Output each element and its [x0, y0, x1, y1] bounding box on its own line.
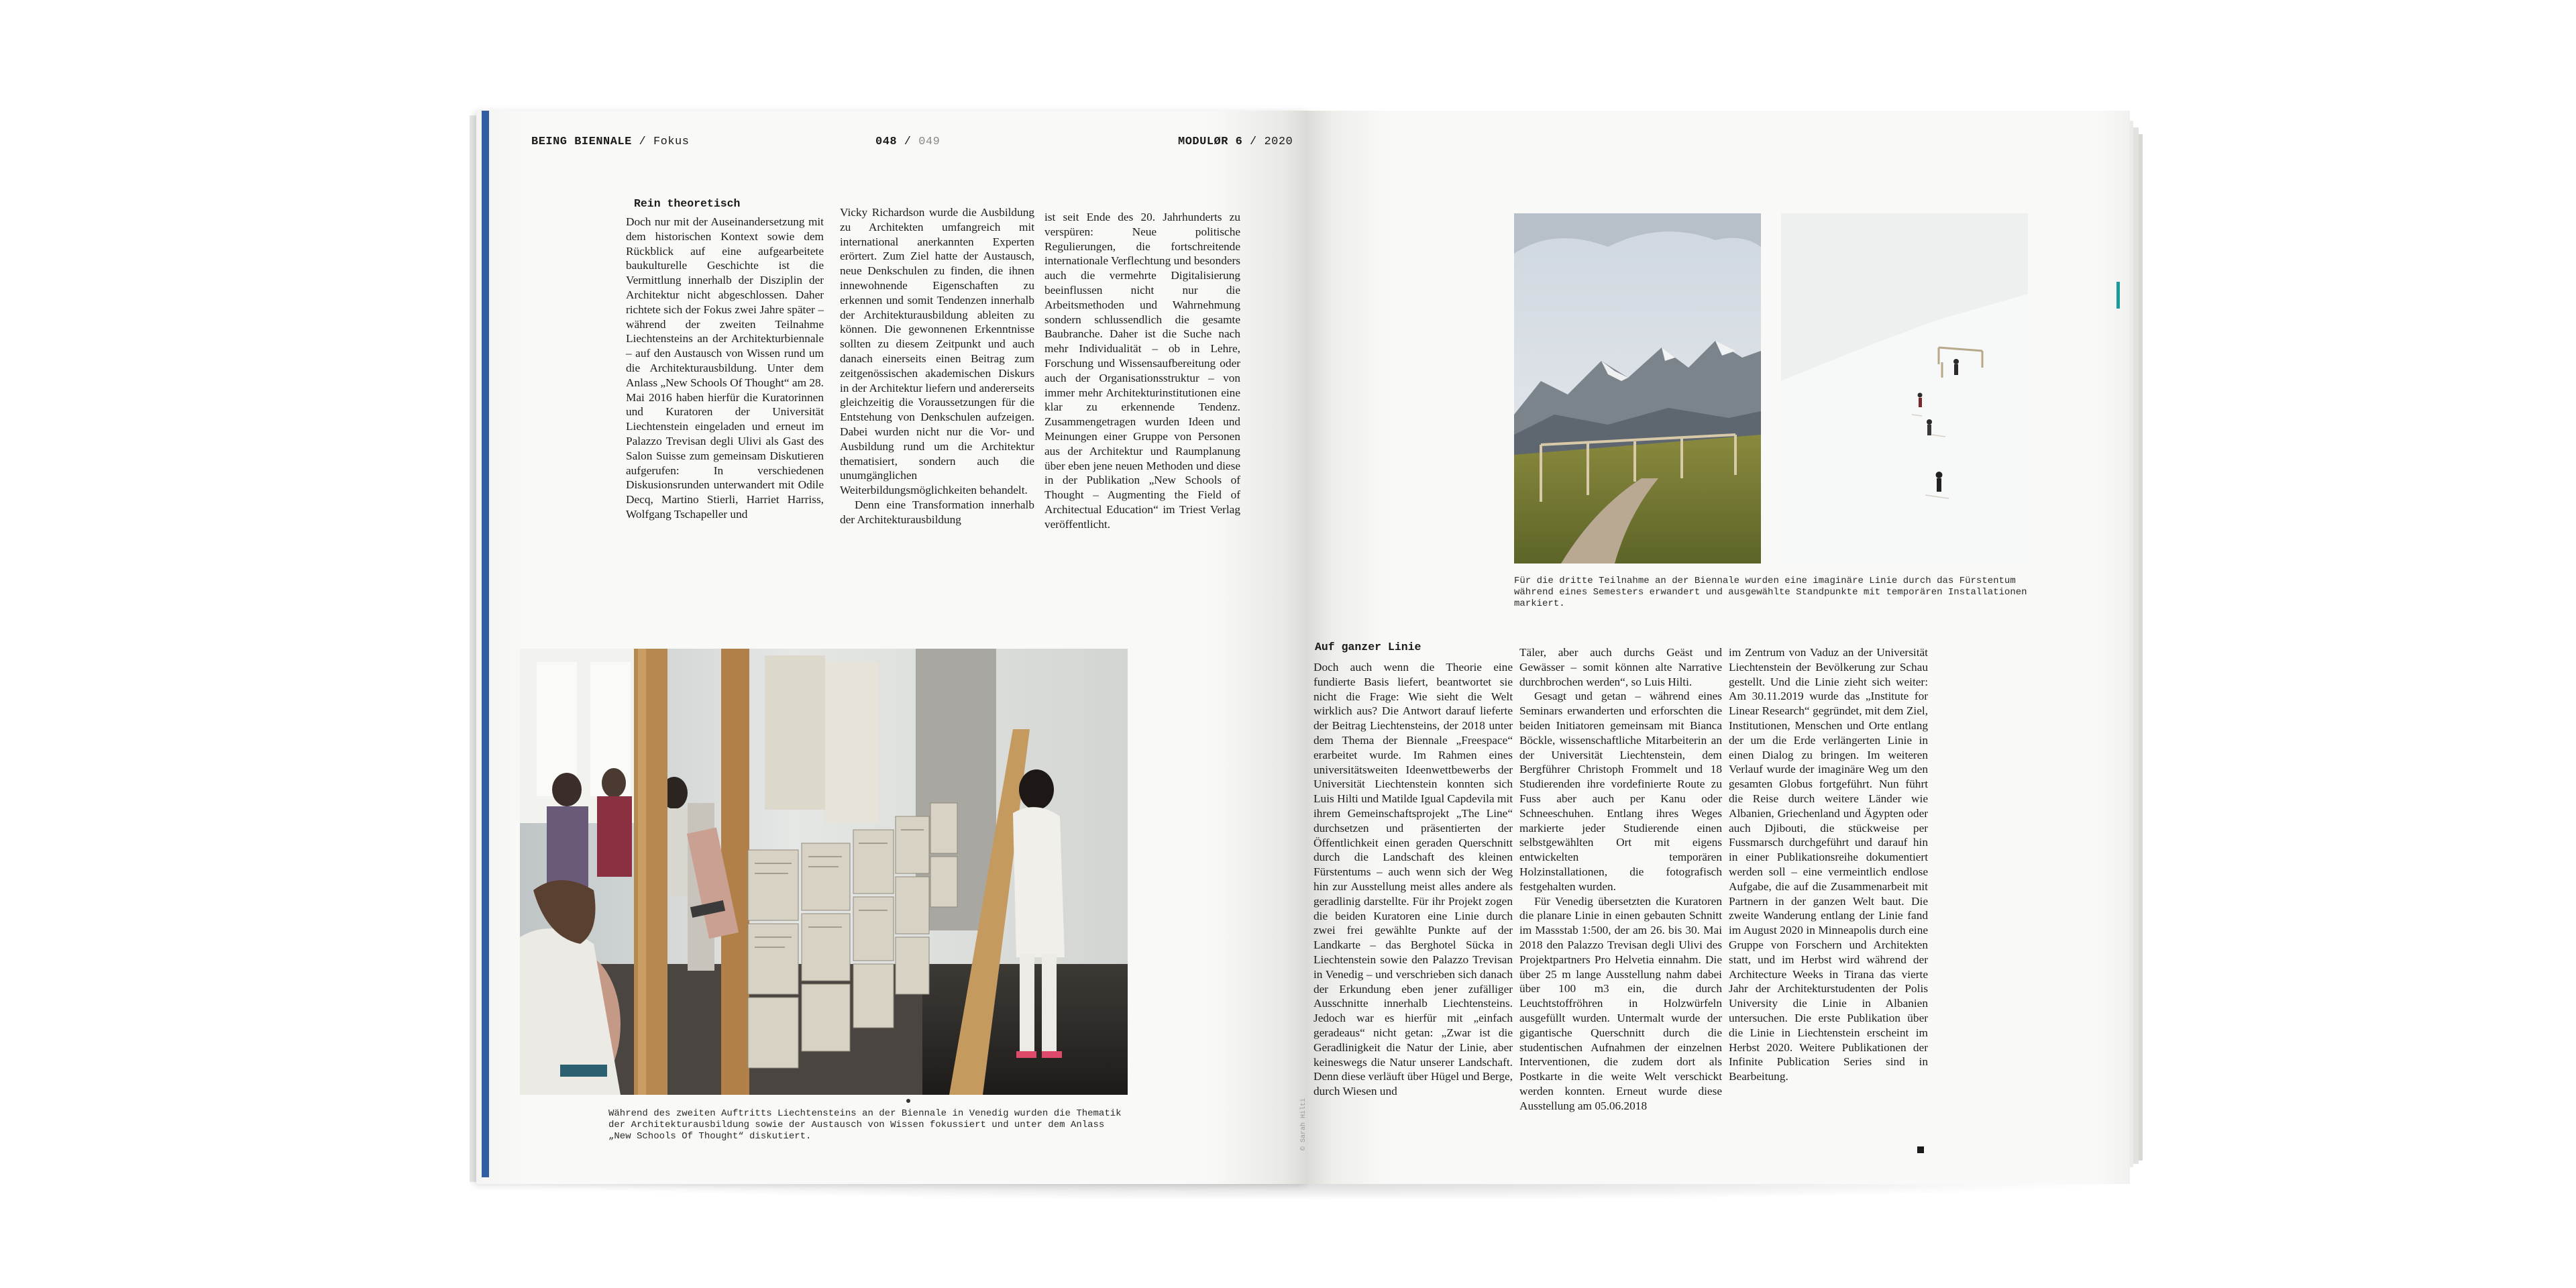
right-column-3 [1729, 645, 1928, 1084]
paragraph: ist seit Ende des 20. Jahrhunderts zu verspüren: Neue politische Regulierungen, die fortschreitende internationale Verflechtung und besonders auch die vermehrte Digitalisierung beeinflussen nicht nur die Arbeitsmethoden und Wahrnehmung sondern schlussendlich die gesamte Baubranche. Daher ist die Suche nach mehr Individualität – ob in Lehre, Forschung und Wissensaufbereitung oder auch der Organisationsstruktur – von immer mehr Architekturinstitutionen eine klar zu erkennende Tendenz. Zusammengetragen wurden Ideen und Meinungen einer Gruppe von Personen aus der Architektur und Raumplanung über eben jene neuen Methoden und diese in der Publikation „New Schools of Thought – Augmenting the Field of Architectual Education“ im Triest Verlag veröffentlicht. [1044, 211, 1240, 531]
paragraph: Für Venedig übersetzten die Kuratoren die planare Linie in einen gebauten Schnitt im Massstab 1:500, der am 26. bis 30. Mai 2018 den Palazzo Trevisan degli Ulivi des Projektpartners Pro Helvetia einnahm. Die über 25 m lange Ausstellung nahm dabei über 100 m3 ein, die durch Leuchtstoffröhren in Holzwürfeln ausgefüllt wurden. Untermalt wurde der gigantische Querschnitt durch die studentischen Aufnahmen der einzelnen Interventionen, die zudem dort als Postkarte in die weite Welt verschickt werden konnten. Erneut wurde diese Ausstellung am 05.06.2018 [1519, 894, 1722, 1112]
paragraph: Doch nur mit der Auseinandersetzung mit dem historischen Kontext sowie dem Rückblick auf eine aufgearbeitete baukulturelle Geschichte ist die Vermittlung innerhalb der Disziplin der Architektur nicht abgeschlossen. Daher richtete sich der Fokus zwei Jahre später – während der zweiten Teilnahme Liechtensteins an der Architekturbiennale – auf den Austausch von Wissen rund um die Architekturausbildung. Unter dem Anlass „New Schools Of Thought“ am 28. Mai 2016 haben hierfür die Kuratorinnen und Kuratoren der Universität Liechtenstein eingeladen und erneut im Palazzo Trevisan degli Ulivi als Gast des Salon Suisse zum gemeinsam Diskutieren aufgerufen: In verschiedenen Diskusionsrunden unterwandert mit Odile Decq, Martino Stierli, Harriet Harriss, Wolfgang Tschapeller und [626, 215, 824, 521]
page-stack-right-2 [2133, 127, 2139, 1164]
left-heading: Rein theoretisch [634, 197, 741, 210]
page-number-next: 049 [918, 136, 941, 148]
teal-edge-mark [2116, 282, 2120, 309]
spine-blue-edge [482, 111, 489, 1177]
paragraph: Vicky Richardson wurde die Ausbildung zu Architekten umfangreich mit international anerkannten Experten erörtert. Zum Ziel hatte der Austausch, neue Denkschulen zu finden, die ihnen innewohnende Eigenschaften zu erkennen und somit Tendenzen innerhalb der Architekturausbildung ableiten zu können. Die gewonnenen Erkenntnisse sollten zu diesem Zeitpunkt und auch danach einerseits einen Beitrag zum zeitgenössischen akademischen Diskurs in der Architektur liefern und andererseits gleichzeitig die Voraussetzungen für die Entstehung von Denkschulen aufzeigen. Dabei wurden nicht nur die Vor- und Ausbildung rund um die Architektur thematisiert, sondern auch die unumgänglichen Weiterbildungsmöglichkeiten behandelt. [840, 206, 1034, 497]
running-header-left [531, 136, 689, 148]
page-stack-right-3 [2139, 134, 2143, 1161]
left-photo-caption: Während des zweiten Auftritts Liechtensteins an der Biennale in Venedig wurden die Thematik der Architekturausbildung sowie der Austausch von Wissen fokussiert und unter dem Anlass „New Schools Of Thought“ diskutiert. [608, 1108, 1122, 1142]
page-number-separator: / [897, 136, 919, 148]
snow-installation-photo [1781, 213, 2028, 564]
running-header-right [1178, 136, 1293, 148]
header-section: Fokus [653, 136, 690, 148]
header-separator-2: / [1242, 136, 1265, 148]
page-number-current: 048 [875, 136, 898, 148]
left-column-1 [626, 215, 824, 522]
snow-scene-image [1781, 213, 2028, 564]
right-heading: Auf ganzer Linie [1315, 641, 1421, 653]
magazine-name: MODULØR 6 [1178, 136, 1243, 148]
mountain-scene-image [1514, 213, 1761, 564]
paragraph: Täler, aber auch durchs Geäst und Gewässer – somit können alte Narrative durchbrochen werden“, so Luis Hilti. [1519, 646, 1722, 688]
paragraph: Gesagt und getan – während eines Seminars erwanderten und erforschten die beiden Initiatoren gemeinsam mit Bianca Böckle, wissenschaftliche Mitarbeiterin an der Universität Liechtenstein, dem Bergführer Christoph Frommelt und 18 Studierenden ihre vordefinierte Route zu Fuss aber auch per Kanu oder Schneeschuhen. Entlang ihres Weges markierte jeder Studierende einen selbstgewählten Ort mit eigens entwickelten temporären Holzinstallationen, die fotografisch festgehalten wurden. [1519, 690, 1722, 893]
magazine-section: BEING BIENNALE [531, 136, 632, 148]
photo-credit: © Sarah Hilti [1300, 1097, 1307, 1150]
header-separator: / [631, 136, 653, 148]
right-photos-caption: Für die dritte Teilnahme an der Biennale wurden eine imaginäre Linie durch das Fürstentum während eines Semesters erwandert und ausgewählte Standpunkte mit temporären Installationen markiert. [1514, 576, 2027, 609]
left-column-3 [1044, 210, 1240, 532]
right-column-1 [1313, 660, 1513, 1099]
paragraph: im Zentrum von Vaduz an der Universität Liechtenstein der Bevölkerung zur Schau gestellt. Und die Linie zieht sich weiter: Am 30.11.2019 wurde das „Institute for Linear Research“ gegründet, mit dem Ziel, Institutionen, Menschen und Orte entlang der um die Erde verlängerten Linie in einen Dialog zu bringen. Im weiteren Verlauf wurde der imaginäre Weg um den gesamten Globus fortgeführt. Nun führt die Reise durch weitere Länder wie Albanien, Griechenland und Ägypten oder auch Djibouti, die stückweise per Fussmarsch durchgeführt und darauf hin in einer Publikationsreihe dokumentiert werden soll – eine vermeintlich endlose Aufgabe, die auf die Zusammenarbeit mit Partnern in der ganzen Welt baut. Die zweite Wanderung entlang der Linie fand im August 2020 in Minneapolis durch eine Gruppe von Forschern und Architekten statt, und im Herbst wird während der Architecture Weeks in Tirana das vierte Jahr der Architekturstudenten der Polis University die Linie in Albanien untersuchen. Die erste Publikation über die Linie in Liechtenstein erscheint im Herbst 2020. Weitere Publikationen der Infinite Publication Series sind in Bearbeitung. [1729, 646, 1928, 1083]
exhibition-photo [520, 649, 1128, 1095]
paragraph: Doch auch wenn die Theorie eine fundierte Basis liefert, beantwortet sie nicht die Frage: Wie sieht die Welt wirklich aus? Die Antwort darauf lieferte der Beitrag Liechtensteins, der 2018 unter dem Thema der Biennale „Freespace“ erarbeitet wurde. Im Rahmen eines universitätsweiten Ideenwettbewerbs der Universität Liechtenstein konnten sich Luis Hilti und Matilde Igual Capdevila mit ihrem Gemeinschaftsprojekt „The Line“ durchsetzen und präsentierten der Öffentlichkeit einen geraden Querschnitt durch die Landschaft des kleinen Fürstentums – auch wenn sich der Weg hin zur Ausstellung meist alles andere als geradlinig darstellte. Für ihr Projekt zogen die beiden Kuratoren eine Linie durch zwei frei gewählte Punkte auf der Landkarte – das Berghotel Sücka in Liechtenstein sowie den Palazzo Trevisan in Venedig – und verschrieben sich danach der Erkundung eben jener zufälliger Ausschnitte innerhalb Liechtensteins. Jedoch war es hierfür mit „einfach geradeaus“ nicht getan: „Zwar ist die Geradlinigkeit die Natur der Linie, aber keineswegs die Natur unserer Landschaft. Denn diese verläuft über Hügel und Berge, durch Wiesen und [1313, 661, 1513, 1098]
exhibition-scene-image [520, 649, 1128, 1095]
left-column-2 [840, 205, 1034, 527]
paragraph: Denn eine Transformation innerhalb der Architekturausbildung [840, 498, 1034, 526]
mountain-installation-photo [1514, 213, 1761, 564]
page-numbers [875, 136, 940, 148]
right-column-2 [1519, 645, 1722, 1114]
caption-marker [906, 1099, 910, 1103]
article-end-mark [1917, 1146, 1924, 1153]
header-year: 2020 [1264, 136, 1293, 148]
